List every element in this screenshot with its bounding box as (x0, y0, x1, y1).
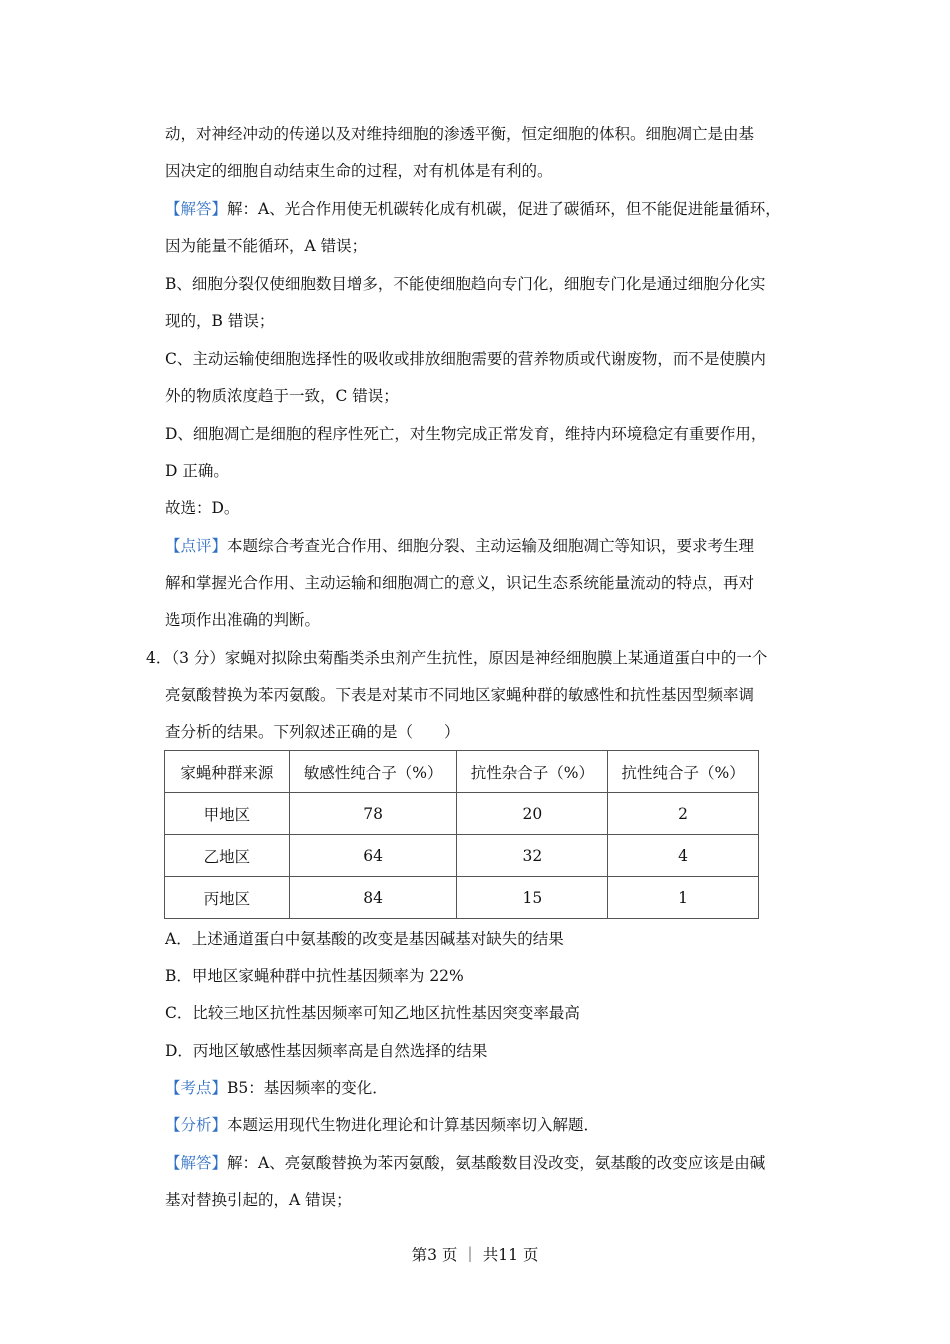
text-line: 外的物质浓度趋于一致，C 错误； (165, 387, 399, 405)
choice-line: 故选：D。 (165, 499, 240, 517)
text-line: 因决定的细胞自动结束生命的过程，对有机体是有利的。 (165, 162, 553, 180)
table-cell: 2 (608, 793, 759, 835)
comment-tag: 【点评】 (165, 537, 228, 555)
text-line: D、细胞凋亡是细胞的程序性死亡，对生物完成正常发育，维持内环境稳定有重要作用， (165, 425, 767, 443)
option-c: C．比较三地区抗性基因频率可知乙地区抗性基因突变率最高 (165, 1004, 580, 1022)
page-footer: 第3 页 ｜ 共11 页 (411, 1246, 539, 1264)
text-line: 动，对神经冲动的传递以及对维持细胞的渗透平衡，恒定细胞的体积。细胞凋亡是由基 (165, 125, 755, 143)
analysis-paragraph (165, 1115, 810, 1135)
text-line: B、细胞分裂仅使细胞数目增多，不能使细胞趋向专门化，细胞专门化是通过细胞分化实 (165, 275, 766, 293)
table-cell: 乙地区 (165, 835, 290, 877)
text-line: 因为能量不能循环，A 错误； (165, 237, 368, 255)
question-stem: 4．（3 分）家蝇对拟除虫菊酯类杀虫剂产生抗性，原因是神经细胞膜上某通道蛋白中的一个 (146, 649, 768, 667)
option-d: D．丙地区敏感性基因频率高是自然选择的结果 (165, 1042, 488, 1060)
table-header-cell: 抗性杂合子（%） (457, 751, 608, 793)
table-row (165, 793, 759, 835)
table-row (165, 877, 759, 919)
text-line: C、主动运输使细胞选择性的吸收或排放细胞需要的营养物质或代谢废物，而不是使膜内 (165, 350, 766, 368)
answer-tag: 【解答】 (165, 200, 228, 218)
comment-text: 本题综合考查光合作用、细胞分裂、主动运输及细胞凋亡等知识，要求考生理 (227, 537, 755, 555)
point-text: B5：基因频率的变化． (227, 1079, 388, 1097)
table-cell: 15 (457, 877, 608, 919)
table-header-cell: 抗性纯合子（%） (608, 751, 759, 793)
table-cell: 丙地区 (165, 877, 290, 919)
analysis-text: 本题运用现代生物进化理论和计算基因频率切入解题． (227, 1116, 600, 1134)
table-cell: 64 (289, 835, 457, 877)
table-cell: 84 (289, 877, 457, 919)
table-header-row (165, 751, 759, 793)
text-line: 选项作出准确的判断。 (165, 611, 321, 629)
text-line: D 正确。 (165, 462, 229, 480)
table-cell: 4 (608, 835, 759, 877)
answer-text: 解：A、光合作用使无机碳转化成有机碳，促进了碳循环，但不能促进能量循环， (227, 200, 781, 218)
question-stem: 亮氨酸替换为苯丙氨酸。下表是对某市不同地区家蝇种群的敏感性和抗性基因型频率调 (165, 686, 755, 704)
table-cell: 78 (289, 793, 457, 835)
option-b: B．甲地区家蝇种群中抗性基因频率为 22% (165, 967, 464, 985)
point-paragraph (165, 1078, 810, 1098)
table-cell: 甲地区 (165, 793, 290, 835)
table-cell: 1 (608, 877, 759, 919)
table-row (165, 835, 759, 877)
comment-paragraph (165, 536, 810, 556)
question-stem: 查分析的结果。下列叙述正确的是（ ） (165, 723, 460, 741)
table-header-cell: 敏感性纯合子（%） (289, 751, 457, 793)
data-table (164, 750, 759, 919)
option-a: A．上述通道蛋白中氨基酸的改变是基因碱基对缺失的结果 (165, 930, 564, 948)
table-cell: 32 (457, 835, 608, 877)
answer-paragraph (165, 199, 810, 219)
answer-tag: 【解答】 (165, 1154, 228, 1172)
text-line: 现的，B 错误； (165, 312, 275, 330)
point-tag: 【考点】 (165, 1079, 228, 1097)
table-header-cell: 家蝇种群来源 (165, 751, 290, 793)
table-cell: 20 (457, 793, 608, 835)
answer-paragraph (165, 1153, 810, 1173)
text-line: 基对替换引起的，A 错误； (165, 1191, 352, 1209)
analysis-tag: 【分析】 (165, 1116, 228, 1134)
answer-text: 解：A、亮氨酸替换为苯丙氨酸，氨基酸数目没改变，氨基酸的改变应该是由碱 (227, 1154, 766, 1172)
text-line: 解和掌握光合作用、主动运输和细胞凋亡的意义，识记生态系统能量流动的特点，再对 (165, 574, 755, 592)
